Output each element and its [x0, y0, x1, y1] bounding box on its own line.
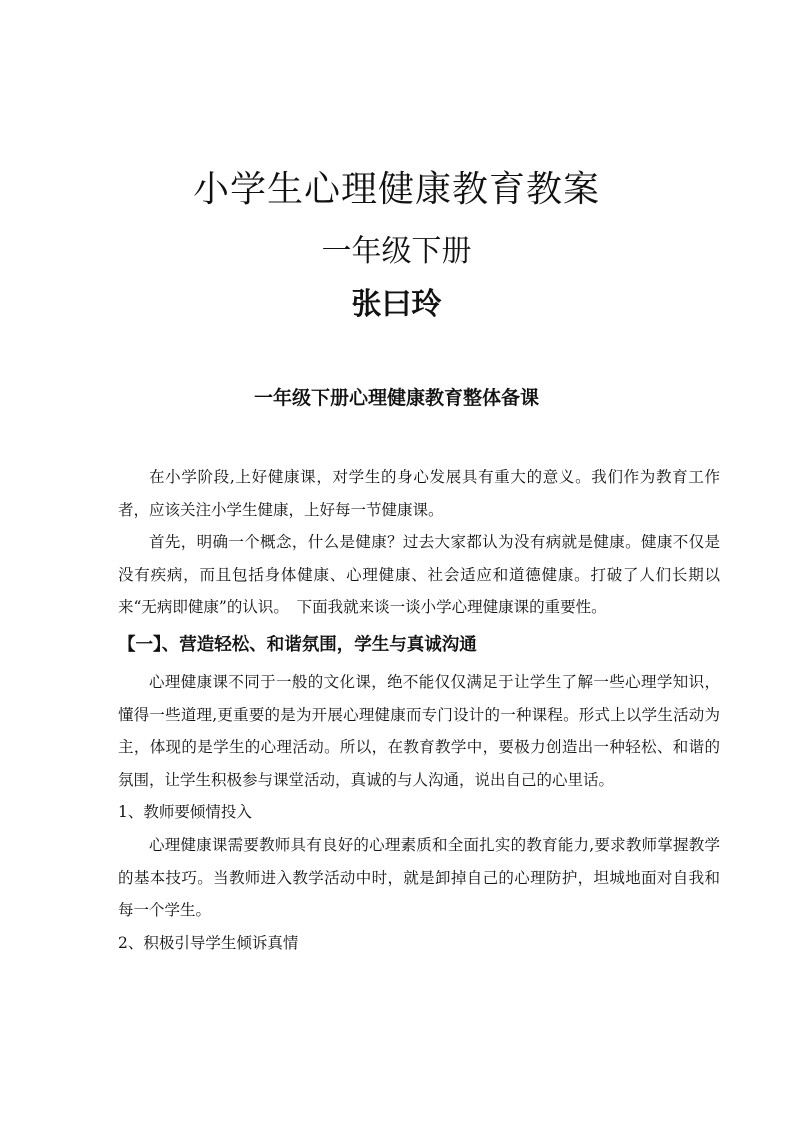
- document-title: 小学生心理健康教育教案: [192, 169, 600, 210]
- section-heading-1: 【一】、营造轻松、和谐氛围，学生与真诚沟通: [118, 634, 477, 655]
- document-author: 张曰玲: [351, 287, 442, 322]
- section-title: 一年级下册心理健康教育整体备课: [253, 387, 539, 409]
- list-item-2: 2、积极引导学生倾诉真情: [118, 933, 299, 952]
- paragraph-atmosphere: 心理健康课不同于一般的文化课，绝不能仅仅满足于让学生了解一些心理学知识，懂得一些道理,更重要的是为开展心理健康而专门设计的一种课程。形式上以学生活动为主，体现的是学生的心理活动。所以，在教育教学中，要极力创造出一种轻松、和谐的氛围，让学生积极参与课堂活动，真诚的与人沟通，说出自己的心里话。: [118, 672, 720, 789]
- paragraph-teacher: 心理健康课需要教师具有良好的心理素质和全面扎实的教育能力,要求教师掌握教学的基本技巧。当教师进入教学活动中时，就是卸掉自己的心理防护，坦城地面对自我和每一个学生。: [118, 835, 720, 920]
- list-item-1: 1、教师要倾情投入: [118, 803, 252, 822]
- paragraph-intro: 在小学阶段,上好健康课，对学生的身心发展具有重大的意义。我们作为教育工作者，应该关注小学生健康，上好每一节健康课。: [118, 468, 720, 519]
- paragraph-health-definition: 首先，明确一个概念，什么是健康？过去大家都认为没有病就是健康。健康不仅是没有疾病，而且包括身体健康、心理健康、社会适应和道德健康。打破了人们长期以来“无病即健康”的认识。 下面我就来谈一谈小学心理健康课的重要性。: [118, 533, 720, 617]
- document-body: [118, 461, 720, 959]
- document-subtitle: 一年级下册: [321, 234, 472, 269]
